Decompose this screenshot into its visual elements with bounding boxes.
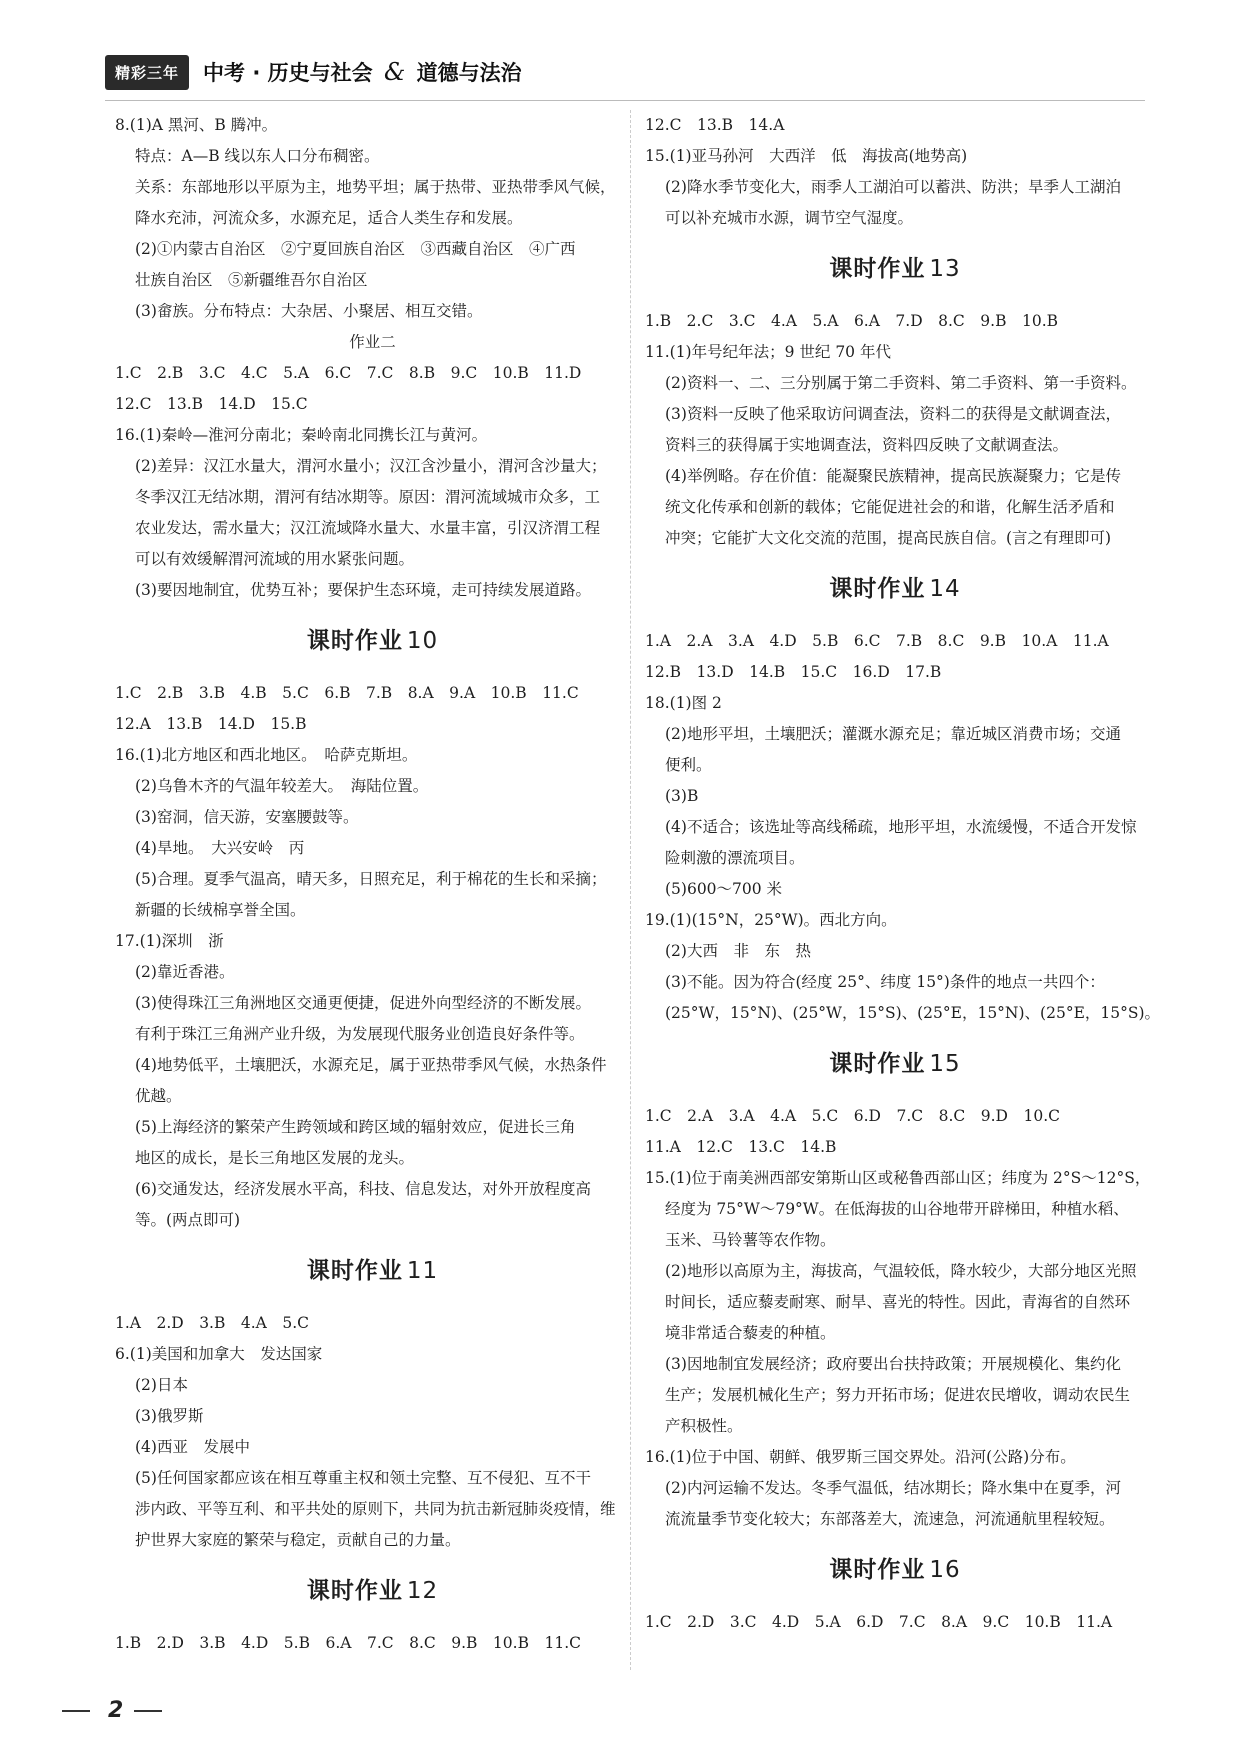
section-heading-number: 12 xyxy=(406,1578,439,1604)
answer-line: 统文化传承和创新的载体；它能促进社会的和谐，化解生活矛盾和 xyxy=(665,498,1115,516)
answer-line: 15.(1)位于南美洲西部安第斯山区或秘鲁西部山区；纬度为 2°S～12°S， xyxy=(645,1169,1151,1187)
brand-logo: 精彩三年 xyxy=(105,55,189,90)
answer-line: (3)俄罗斯 xyxy=(135,1407,204,1425)
answer-line: 1.B 2.D 3.B 4.D 5.B 6.A 7.C 8.C 9.B 10.B 11.C xyxy=(115,1634,581,1652)
answer-line: (2)大西 非 东 热 xyxy=(665,942,811,960)
answer-line: 18.(1)图 2 xyxy=(645,694,722,712)
section-heading-label: 课时作业 xyxy=(306,1258,403,1284)
answer-line: (2)①内蒙古自治区 ②宁夏回族自治区 ③西藏自治区 ④广西 xyxy=(135,240,576,258)
answer-line: 16.(1)秦岭—淮河分南北；秦岭南北同携长江与黄河。 xyxy=(115,426,488,444)
header-rule xyxy=(105,100,1145,101)
answer-line: 11.(1)年号纪年法；9 世纪 70 年代 xyxy=(645,343,891,361)
answer-line: (3)使得珠江三角洲地区交通更便捷，促进外向型经济的不断发展。 xyxy=(135,994,591,1012)
answer-line: 可以有效缓解渭河流域的用水紧张问题。 xyxy=(135,550,415,568)
subsection-title: 作业二 xyxy=(349,333,396,351)
answer-line: (4)旱地。 大兴安岭 丙 xyxy=(135,839,305,857)
section-heading xyxy=(645,1555,1145,1585)
answer-line: 1.C 2.B 3.B 4.B 5.C 6.B 7.B 8.A 9.A 10.B 11.C xyxy=(115,684,579,702)
answer-line: 16.(1)位于中国、朝鲜、俄罗斯三国交界处。沿河(公路)分布。 xyxy=(645,1448,1076,1466)
answer-line: 降水充沛，河流众多，水源充足，适合人类生存和发展。 xyxy=(135,209,523,227)
section-heading xyxy=(645,574,1145,604)
answer-line: 1.C 2.B 3.C 4.C 5.A 6.C 7.C 8.B 9.C 10.B 11.D xyxy=(115,364,582,382)
answer-line: 1.C 2.A 3.A 4.A 5.C 6.D 7.C 8.C 9.D 10.C xyxy=(645,1107,1060,1125)
answer-line: 有利于珠江三角洲产业升级，为发展现代服务业创造良好条件等。 xyxy=(135,1025,585,1043)
section-heading xyxy=(645,254,1145,284)
answer-line: (2)地形平坦，土壤肥沃；灌溉水源充足；靠近城区消费市场；交通 xyxy=(665,725,1121,743)
section-heading-label: 课时作业 xyxy=(306,628,403,654)
answer-line: 1.B 2.C 3.C 4.A 5.A 6.A 7.D 8.C 9.B 10.B xyxy=(645,312,1059,330)
answer-line: 12.C 13.B 14.D 15.C xyxy=(115,395,308,413)
answer-line: 11.A 12.C 13.C 14.B xyxy=(645,1138,837,1156)
answer-line: (3)要因地制宜，优势互补；要保护生态环境，走可持续发展道路。 xyxy=(135,581,591,599)
header-amp: & xyxy=(383,58,406,86)
answer-line: (5)合理。夏季气温高，晴天多，日照充足，利于棉花的生长和采摘； xyxy=(135,870,607,888)
page-header xyxy=(105,52,522,92)
answer-line: (3)窑洞，信天游，安塞腰鼓等。 xyxy=(135,808,359,826)
answer-line: 险刺激的漂流项目。 xyxy=(665,849,805,867)
section-heading xyxy=(115,1256,630,1286)
section-heading-label: 课时作业 xyxy=(829,576,926,602)
answer-line: 19.(1)(15°N，25°W)。西北方向。 xyxy=(645,911,897,929)
answer-line: 新疆的长绒棉享誉全国。 xyxy=(135,901,306,919)
header-title-part2: 道德与法治 xyxy=(416,61,522,85)
header-title xyxy=(203,57,522,87)
section-heading xyxy=(115,626,630,656)
answer-line: 8.(1)A 黑河、B 腾冲。 xyxy=(115,116,278,134)
section-heading xyxy=(115,1576,630,1606)
left-column xyxy=(115,110,630,1659)
section-heading-label: 课时作业 xyxy=(829,256,926,282)
page-number-dash-left xyxy=(62,1710,90,1712)
answer-line: 流流量季节变化较大；东部落差大，流速急，河流通航里程较短。 xyxy=(665,1510,1115,1528)
answer-line: (2)降水季节变化大，雨季人工湖泊可以蓄洪、防洪；旱季人工湖泊 xyxy=(665,178,1121,196)
answer-line: 玉米、马铃薯等农作物。 xyxy=(665,1231,836,1249)
answer-line: (4)不适合；该选址等高线稀疏，地形平坦，水流缓慢，不适合开发惊 xyxy=(665,818,1137,836)
answer-line: 便利。 xyxy=(665,756,712,774)
answer-line: 时间长，适应藜麦耐寒、耐旱、喜光的特性。因此，青海省的自然环 xyxy=(665,1293,1131,1311)
answer-line: 可以补充城市水源，调节空气湿度。 xyxy=(665,209,914,227)
section-heading-number: 10 xyxy=(406,628,439,654)
answer-line: 产积极性。 xyxy=(665,1417,743,1435)
right-column xyxy=(645,110,1161,1638)
answer-line: 涉内政、平等互利、和平共处的原则下，共同为抗击新冠肺炎疫情，维 xyxy=(135,1500,616,1518)
answer-line: 17.(1)深圳 浙 xyxy=(115,932,224,950)
answer-line: (25°W，15°N)、(25°W，15°S)、(25°E，15°N)、(25°E，15°S)。 xyxy=(665,1004,1161,1022)
answer-line: 壮族自治区 ⑤新疆维吾尔自治区 xyxy=(135,271,368,289)
answer-line: 1.A 2.A 3.A 4.D 5.B 6.C 7.B 8.C 9.B 10.A 11.A xyxy=(645,632,1109,650)
answer-line: 12.B 13.D 14.B 15.C 16.D 17.B xyxy=(645,663,942,681)
answer-line: (4)地势低平，土壤肥沃，水源充足，属于亚热带季风气候，水热条件 xyxy=(135,1056,607,1074)
answer-line: (5)600～700 米 xyxy=(665,880,783,898)
section-heading-number: 13 xyxy=(929,256,961,282)
answer-line: (2)日本 xyxy=(135,1376,188,1394)
answer-line: 特点：A—B 线以东人口分布稠密。 xyxy=(135,147,380,165)
answer-line: 地区的成长，是长三角地区发展的龙头。 xyxy=(135,1149,415,1167)
header-title-part1: 中考 · 历史与社会 xyxy=(203,61,373,85)
page-number: 2 xyxy=(108,1698,124,1723)
answer-line: (3)畲族。分布特点：大杂居、小聚居、相互交错。 xyxy=(135,302,483,320)
answer-line: (5)上海经济的繁荣产生跨领域和跨区域的辐射效应，促进长三角 xyxy=(135,1118,576,1136)
answer-line: 护世界大家庭的繁荣与稳定，贡献自己的力量。 xyxy=(135,1531,461,1549)
section-heading-label: 课时作业 xyxy=(829,1557,926,1583)
section-heading-number: 14 xyxy=(929,576,961,602)
answer-line: (6)交通发达，经济发展水平高，科技、信息发达，对外开放程度高 xyxy=(135,1180,591,1198)
answer-line: 冲突；它能扩大文化交流的范围，提高民族自信。(言之有理即可) xyxy=(665,529,1112,547)
answer-line: 15.(1)亚马孙河 大西洋 低 海拔高(地势高) xyxy=(645,147,968,165)
answer-line: (5)任何国家都应该在相互尊重主权和领土完整、互不侵犯、互不干 xyxy=(135,1469,591,1487)
answer-line: 农业发达，需水量大；汉江流域降水量大、水量丰富，引汉济渭工程 xyxy=(135,519,601,537)
answer-line: (2)内河运输不发达。冬季气温低，结冰期长；降水集中在夏季，河 xyxy=(665,1479,1121,1497)
answer-line: 经度为 75°W～79°W。在低海拔的山谷地带开辟梯田，种植水稻、 xyxy=(665,1200,1129,1218)
answer-line: 资料三的获得属于实地调查法，资料四反映了文献调查法。 xyxy=(665,436,1069,454)
answer-line: 冬季汉江无结冰期，渭河有结冰期等。原因：渭河流域城市众多，工 xyxy=(135,488,601,506)
section-heading-label: 课时作业 xyxy=(306,1578,403,1604)
section-heading-label: 课时作业 xyxy=(829,1051,926,1077)
answer-line: (2)资料一、二、三分别属于第二手资料、第二手资料、第一手资料。 xyxy=(665,374,1137,392)
answer-line: 境非常适合藜麦的种植。 xyxy=(665,1324,836,1342)
answer-line: 6.(1)美国和加拿大 发达国家 xyxy=(115,1345,323,1363)
answer-line: 16.(1)北方地区和西北地区。 哈萨克斯坦。 xyxy=(115,746,418,764)
answer-line: (3)B xyxy=(665,787,699,805)
answer-line: (3)不能。因为符合(经度 25°、纬度 15°)条件的地点一共四个： xyxy=(665,973,1105,991)
column-divider xyxy=(630,110,631,1670)
answer-line: 关系：东部地形以平原为主，地势平坦；属于热带、亚热带季风气候， xyxy=(135,178,616,196)
section-heading-number: 11 xyxy=(406,1258,439,1284)
answer-line: 12.C 13.B 14.A xyxy=(645,116,785,134)
answer-line: 12.A 13.B 14.D 15.B xyxy=(115,715,307,733)
answer-line: 生产；发展机械化生产；努力开拓市场；促进农民增收，调动农民生 xyxy=(665,1386,1131,1404)
section-heading-number: 15 xyxy=(929,1051,961,1077)
answer-line: 1.C 2.D 3.C 4.D 5.A 6.D 7.C 8.A 9.C 10.B 11.A xyxy=(645,1613,1113,1631)
answer-line: (3)因地制宜发展经济；政府要出台扶持政策；开展规模化、集约化 xyxy=(665,1355,1121,1373)
answer-line: (4)举例略。存在价值：能凝聚民族精神，提高民族凝聚力；它是传 xyxy=(665,467,1121,485)
answer-line: (2)地形以高原为主，海拔高，气温较低，降水较少，大部分地区光照 xyxy=(665,1262,1137,1280)
answer-line: (2)差异：汉江水量大，渭河水量小；汉江含沙量小，渭河含沙量大； xyxy=(135,457,607,475)
answer-line: (3)资料一反映了他采取访问调查法，资料二的获得是文献调查法， xyxy=(665,405,1121,423)
answer-line: (2)乌鲁木齐的气温年较差大。 海陆位置。 xyxy=(135,777,429,795)
answer-line: (2)靠近香港。 xyxy=(135,963,235,981)
page-number-dash-right xyxy=(134,1710,162,1712)
answer-line: 优越。 xyxy=(135,1087,182,1105)
section-heading-number: 16 xyxy=(929,1557,961,1583)
section-heading xyxy=(645,1049,1145,1079)
answer-line: 1.A 2.D 3.B 4.A 5.C xyxy=(115,1314,310,1332)
answer-line: 等。(两点即可) xyxy=(135,1211,241,1229)
answer-line: (4)西亚 发展中 xyxy=(135,1438,250,1456)
